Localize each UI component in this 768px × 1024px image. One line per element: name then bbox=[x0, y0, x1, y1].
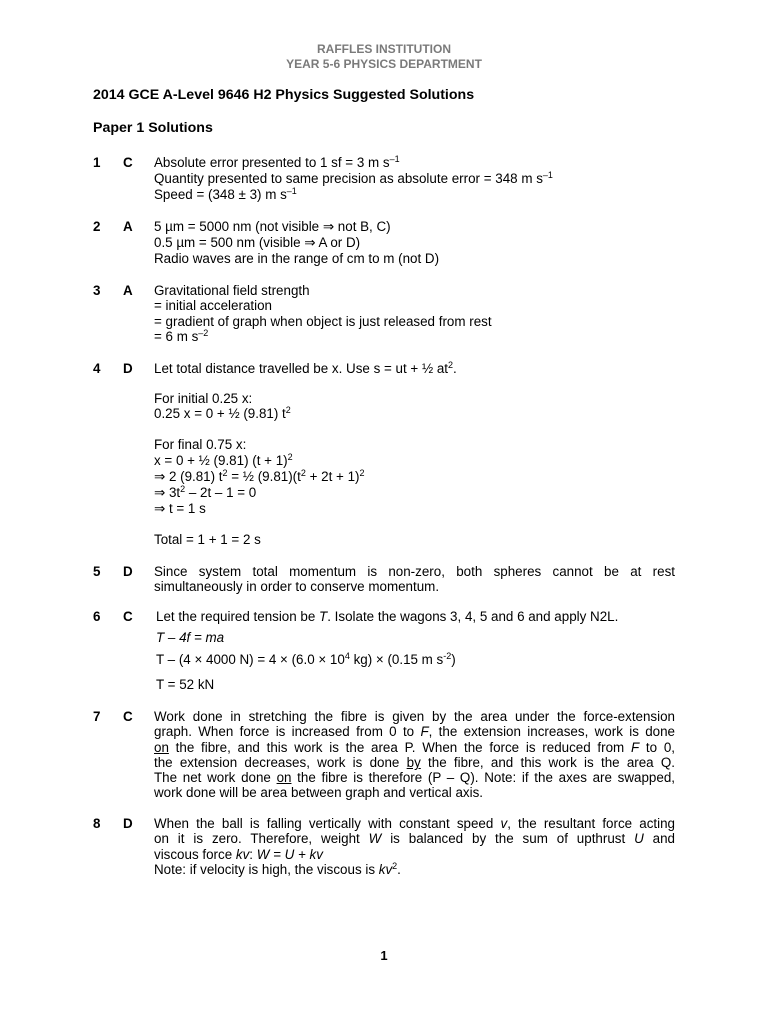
institution-name: RAFFLES INSTITUTION bbox=[317, 42, 451, 56]
solution-line: Let the required tension be T. Isolate the wagons 3, 4, 5 and 6 and apply N2L. bbox=[156, 609, 619, 624]
equation: T = 52 kN bbox=[156, 677, 215, 692]
solution-line: Since system total momentum is non-zero, both spheres cannot be at rest bbox=[154, 564, 675, 579]
section-title: Paper 1 Solutions bbox=[93, 120, 213, 136]
solution-line: simultaneously in order to conserve momentum. bbox=[154, 579, 440, 594]
question-answer: A bbox=[123, 283, 133, 298]
solution-line: 5 µm = 5000 nm (not visible ⇒ not B, C) bbox=[154, 219, 391, 234]
question-number: 3 bbox=[93, 283, 101, 298]
solution-line: on the fibre, and this work is the area P. When the force is reduced from F to 0, bbox=[154, 740, 675, 755]
question-answer: C bbox=[123, 155, 133, 170]
question-answer: C bbox=[123, 709, 133, 724]
solution-line: Speed = (348 ± 3) m $s^{-1}$ bbox=[154, 186, 297, 202]
solution-line: The net work done on the fibre is therefore (P – Q). Note: if the axes are swapped, bbox=[154, 770, 675, 785]
question-number: 8 bbox=[93, 816, 101, 831]
solution-line: Let total distance travelled be x. Use s = ut + ½ $at^2$. bbox=[154, 360, 457, 376]
question-number: 1 bbox=[93, 155, 101, 170]
solution-line: on it is zero. Therefore, weight W is balanced by the sum of upthrust U and bbox=[154, 831, 676, 846]
solution-line: 0.5 µm = 500 nm (visible ⇒ A or D) bbox=[154, 235, 361, 250]
question-answer: D bbox=[123, 816, 133, 831]
solution-line: x = 0 + ½ (9.81) $(t + 1)^2$ bbox=[154, 452, 293, 468]
solution-line: ⇒ $3t^2 - 2t - 1 = 0$ bbox=[154, 484, 257, 500]
question-answer: C bbox=[123, 609, 133, 624]
solution-line: For initial 0.25 x: bbox=[154, 391, 253, 406]
department-name: YEAR 5-6 PHYSICS DEPARTMENT bbox=[286, 57, 482, 71]
solution-line: When the ball is falling vertically with constant speed v, the resultant force acting bbox=[154, 816, 675, 831]
question-number: 4 bbox=[93, 361, 101, 376]
question-number: 2 bbox=[93, 219, 101, 234]
question-answer: A bbox=[123, 219, 133, 234]
solution-line: the extension decreases, work is done by the fibre, and this work is the area Q. bbox=[154, 755, 676, 770]
solution-line: ⇒ t = 1 s bbox=[154, 501, 206, 516]
solution-line: For final 0.75 x: bbox=[154, 437, 247, 452]
equation: T – 4f = ma bbox=[156, 630, 225, 645]
solution-line: Work done in stretching the fibre is given by the area under the force-extension bbox=[154, 709, 675, 724]
question-answer: D bbox=[123, 361, 133, 376]
solution-line: Quantity presented to same precision as absolute error = 348 m $s^{-1}$ bbox=[154, 170, 553, 186]
solution-line: graph. When force is increased from 0 to F, the extension increases, work is done bbox=[154, 724, 676, 739]
solution-line: Note: if velocity is high, the viscous is $kv^2$. bbox=[154, 861, 401, 877]
solution-line: work done will be area between graph and vertical axis. bbox=[154, 785, 483, 800]
solution-line: Gravitational field strength bbox=[154, 283, 310, 298]
solution-line: Absolute error presented to 1 sf = 3 m $s^{-1}$ bbox=[154, 154, 400, 170]
solution-line: 0.25 x = 0 + ½ (9.81) $t^2$ bbox=[154, 405, 291, 421]
equation: T – (4 × 4000 $N) = 4 \times (6.0 \times 10^4$ kg) × (0.15 m $s^{-2}$) bbox=[156, 651, 456, 667]
page-number: 1 bbox=[380, 948, 388, 963]
question-number: 7 bbox=[93, 709, 101, 724]
solution-line: viscous force kv: W = U + kv bbox=[154, 847, 323, 862]
document-title: 2014 GCE A-Level 9646 H2 Physics Suggested Solutions bbox=[93, 87, 475, 103]
solution-line: = initial acceleration bbox=[154, 298, 272, 313]
solution-line: = 6 m $s^{-2}$ bbox=[154, 328, 209, 344]
solution-line: Radio waves are in the range of cm to m (not D) bbox=[154, 251, 440, 266]
solution-line: ⇒ 2 (9.81) $t^2$ = ½ $(9.81)(t^2 + 2t + 1)^2$ bbox=[154, 468, 365, 484]
solution-line: = gradient of graph when object is just released from rest bbox=[154, 314, 492, 329]
solution-line: Total = 1 + 1 = 2 s bbox=[154, 532, 261, 547]
question-number: 6 bbox=[93, 609, 101, 624]
question-number: 5 bbox=[93, 564, 101, 579]
question-answer: D bbox=[123, 564, 133, 579]
